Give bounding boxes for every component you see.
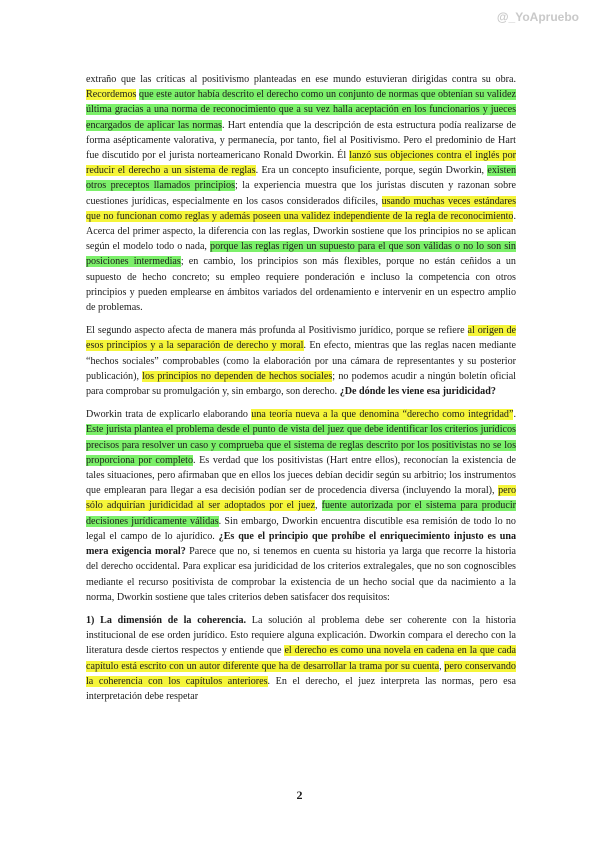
text-run: . Hart entendía que la descripción de esta estructura podía realizarse de forma asépticamente valorativa, y permanecía, por tanto, fiel al Positivismo. Pero el predominio de Hart fue discutido por el jurista norteamericano Ronald Dworkin. Él xyxy=(86,119,516,162)
text-run: , xyxy=(439,660,445,672)
bold-text: ¿Es que el principio que prohíbe el enriquecimiento injusto es una mera exigencia moral? xyxy=(86,530,516,558)
paragraph-2 xyxy=(86,323,516,399)
page-number: 2 xyxy=(296,788,303,802)
text-run: El segundo aspecto afecta de manera más profunda al Positivismo jurídico, porque se refiere xyxy=(86,325,468,337)
document-body xyxy=(86,72,516,712)
highlighted-text: Este jurista plantea el problema desde el punto de vista del juez que debe identificar los criterios jurídicos precisos para resolver un caso y comprueba que el sistema de reglas descrito por los positivistas no se los proporciona por completo xyxy=(86,424,516,466)
highlighted-text: el derecho es como una novela en cadena en la que cada capítulo está escrito con un autor diferente que ha de desarrollar la trama por su cuenta xyxy=(86,645,516,672)
text-run: Parece que no, si tenemos en cuenta su historia ya larga que recorre la historia del derecho occidental. Para explicar esa juridicidad de los criterios extralegales, que no son cognoscibles mediante el recurso positivista de comprobar la existencia de un hecho social que da nacimiento a la norma, Dworkin sostiene que tales criterios deben satisfacer dos requisitos: xyxy=(86,546,516,603)
text-run: La solución al problema debe ser coherente con la historia institucional de ese orden jurídico. Esto requiere alguna explicación. Dworkin compara el derecho con la literatura desde ciertos respectos y entiende que xyxy=(86,614,516,657)
highlighted-text: pero sólo adquirían juridicidad al ser adoptados por el juez xyxy=(86,485,516,512)
paragraph-4 xyxy=(86,613,516,704)
text-run: ; la experiencia muestra que los juristas discuten y razonan sobre cuestiones jurídicas, especialmente en los casos considerados difíciles, xyxy=(86,180,516,207)
paragraph-3 xyxy=(86,407,516,605)
bold-text: 1) La dimensión de la coherencia. xyxy=(86,614,247,626)
text-run: . Es verdad que los positivistas (Hart entre ellos), reconocían la existencia de tales situaciones, pero afirmaban que en ellos los jueces debían decidir según su arbitrio; los instrumentos que emplearan para llegar a esa decisión podían ser de procedencia diversa (incluyendo la moral), xyxy=(86,454,516,497)
highlighted-text: una teoría nueva a la que denomina “derecho como integridad” xyxy=(251,409,514,421)
text-run: , xyxy=(314,500,322,512)
text-run: . xyxy=(513,409,516,421)
text-run: extraño que las críticas al positivismo planteadas en ese mundo estuvieran dirigidas contra su obra. xyxy=(86,74,516,85)
text-run: ; no podemos acudir a ningún boletín oficial para comprobar su promulgación y, sin embargo, son derecho. xyxy=(86,370,516,398)
text-run: ; en cambio, los principios son más flexibles, porque no están ceñidos a un supuesto de hecho concreto; su empleo requiere ponderación e incluso la competencia con otros principios y pueden emplearse en ámbitos variados del ordenamiento e intervenir en un espectro amplio de problemas. xyxy=(86,256,516,314)
paragraph-1 xyxy=(86,72,516,315)
highlighted-text: los principios no dependen de hechos sociales xyxy=(142,370,333,382)
highlighted-text: existen otros preceptos llamados principios xyxy=(86,165,516,192)
highlighted-text: que este autor había descrito el derecho como un conjunto de normas que obtenían su validez última gracias a una norma de reconocimiento que a su vez halla aceptación en los funcionarios y jueces encargados de aplicar las normas xyxy=(86,89,516,131)
text-run: . Sin embargo, Dworkin encuentra discutible esa remisión de todo lo no legal el campo de lo ajurídico. xyxy=(86,515,516,542)
highlighted-text: lanzó sus objeciones contra el inglés por reducir el derecho a un sistema de reglas xyxy=(86,150,516,177)
text-run: Dworkin trata de explicarlo elaborando xyxy=(86,409,252,421)
text-run: . Era un concepto insuficiente, porque, según Dworkin, xyxy=(255,165,488,177)
text-run: . En efecto, mientras que las reglas nacen mediante “hechos sociales” comprobables (como la elaboración por una cámara de representantes y su posterior publicación), xyxy=(86,340,516,382)
bold-text: ¿De dónde les viene esa juridicidad? xyxy=(339,386,496,398)
highlighted-text: porque las reglas rigen un supuesto para el que son válidas o no lo son sin posiciones intermedias xyxy=(86,241,516,268)
watermark: @_YoApruebo xyxy=(496,10,579,24)
text-run: . En el derecho, el juez interpreta las normas, pero esa interpretación debe respetar xyxy=(86,675,516,702)
highlighted-text: usando muchas veces estándares que no funcionan como reglas y además poseen una validez independiente de la regla de reconocimiento xyxy=(86,195,517,222)
highlighted-text: pero conservando la coherencia con los capítulos anteriores xyxy=(86,660,516,687)
highlighted-text: Recordemos xyxy=(86,89,137,101)
highlighted-text: fuente autorizada por el sistema para producir decisiones jurídicamente válidas xyxy=(86,500,516,527)
highlighted-text: al origen de esos principios y a la separación de derecho y moral xyxy=(86,325,516,352)
text-run: . Acerca del primer aspecto, la diferencia con las reglas, Dworkin sostiene que los principios no se aplican según el modelo todo o nada, xyxy=(86,210,516,253)
